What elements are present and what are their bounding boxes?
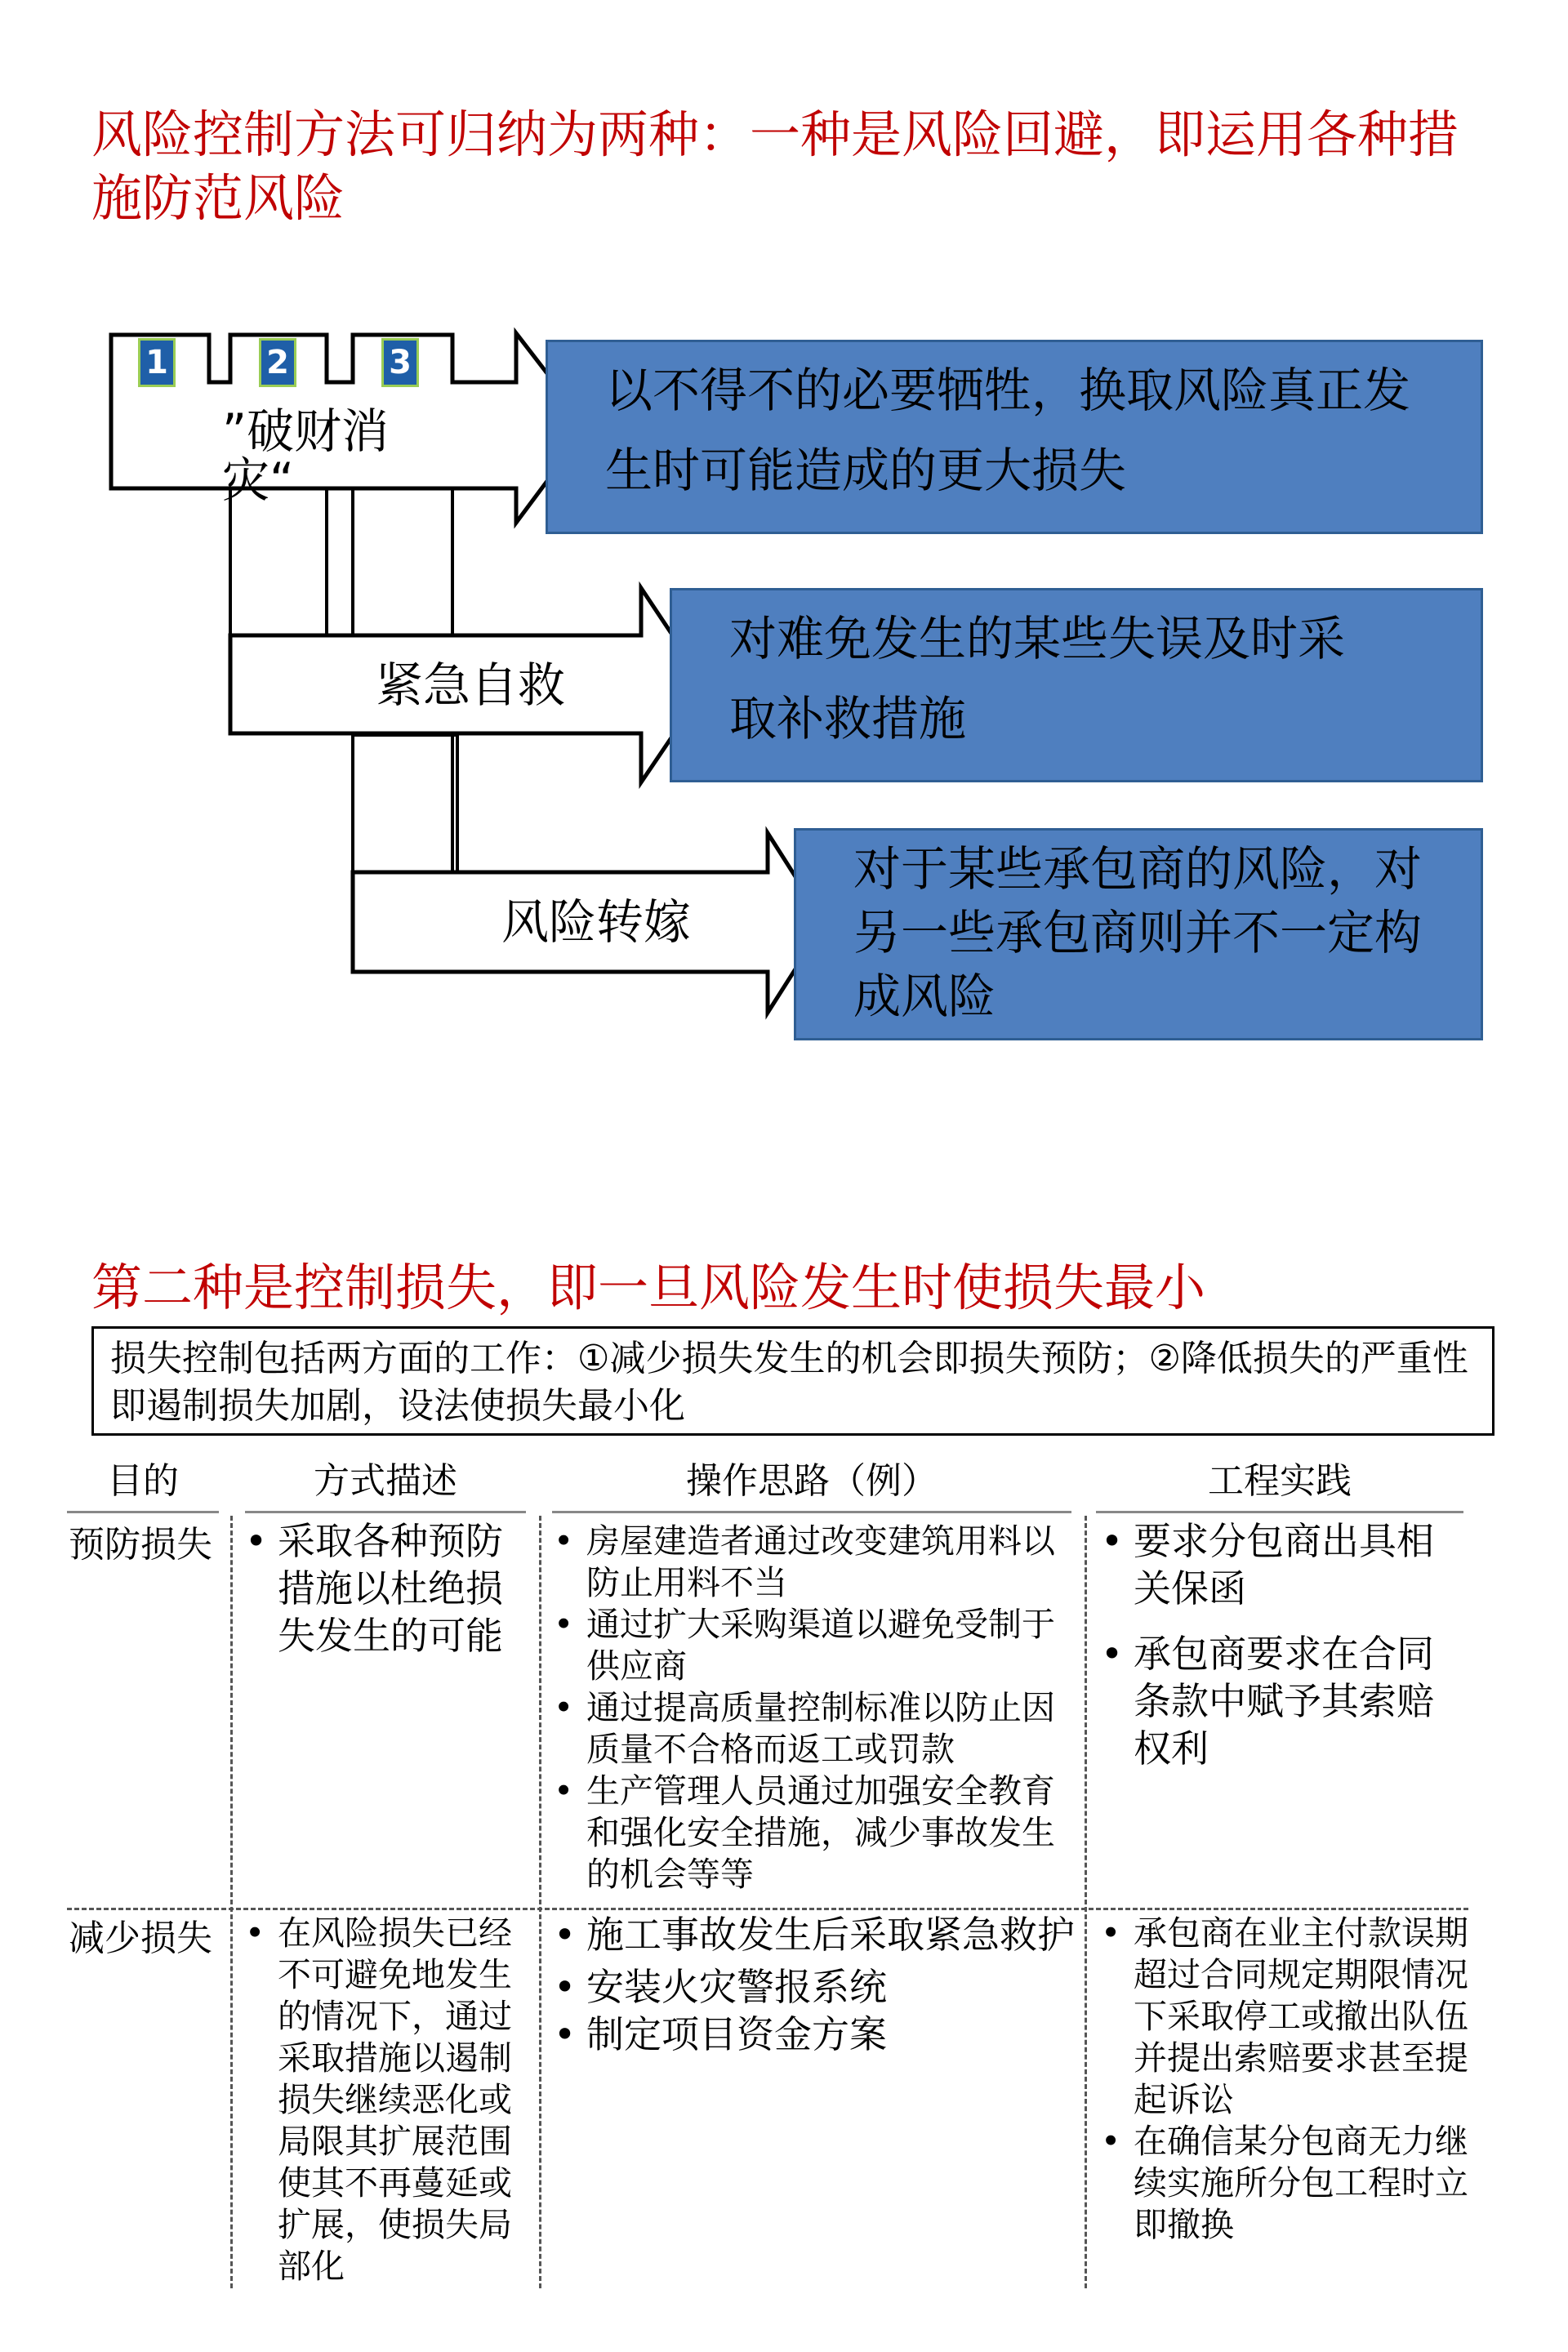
number-badge: 3 (381, 338, 419, 387)
column-divider (230, 1516, 233, 2288)
list-item: • 在风险损失已经不可避免地发生的情况下，通过采取措施以遏制损失继续恶化或局限其扩展范围使其不再蔓延或扩展，使损失局部化 (238, 1913, 531, 2287)
list-item: • 生产管理人员通过加强安全教育和强化安全措施，减少事故发生的机会等等 (547, 1771, 1076, 1895)
description-box-1: 以不得不的必要牺牲，换取风险真正发生时可能造成的更大损失 (546, 340, 1483, 534)
arrow-label-risk-transfer: 风险转嫁 (501, 894, 692, 950)
column-header-method: 方式描述 (314, 1460, 457, 1502)
method-list-prevention (238, 1517, 531, 1659)
section-title-risk-avoidance: 风险控制方法可归纳为两种：一种是风险回避，即运用各种措施防范风险 (91, 105, 1459, 228)
column-header-purpose: 目的 (107, 1460, 179, 1502)
list-item: • 在确信某分包商无力继续实施所分包工程时立即撤换 (1094, 2121, 1470, 2246)
list-item: • 房屋建造者通过改变建筑用料以防止用料不当 (547, 1521, 1076, 1604)
practice-list-reduction (1094, 1913, 1470, 2246)
number-badge: 2 (259, 338, 296, 387)
header-rule (552, 1511, 1071, 1513)
column-header-ideas: 操作思路（例） (686, 1460, 938, 1502)
description-box-3: 对于某些承包商的风险，对另一些承包商则并不一定构成风险 (794, 828, 1483, 1040)
ideas-list-reduction (547, 1911, 1076, 2058)
header-rule (67, 1511, 219, 1513)
row-divider (67, 1908, 1468, 1910)
column-header-practice: 工程实践 (1208, 1460, 1352, 1502)
list-item: • 安装火灾警报系统 (547, 1963, 1076, 2011)
list-item: • 施工事故发生后采取紧急救护 (547, 1911, 1076, 1958)
list-item: • 制定项目资金方案 (547, 2011, 1076, 2058)
section-title-loss-control: 第二种是控制损失，即一旦风险发生时使损失最小 (91, 1258, 1206, 1317)
number-badge: 1 (138, 338, 176, 387)
arrow-label-loss-for-safety: ”破财消灾“ (222, 403, 390, 508)
ideas-list-prevention (547, 1521, 1076, 1895)
column-divider (539, 1516, 541, 2288)
list-item: • 通过提高质量控制标准以防止因质量不合格而返工或罚款 (547, 1687, 1076, 1771)
connector-strip (452, 735, 457, 874)
header-rule (1096, 1511, 1463, 1513)
list-item: • 采取各种预防措施以杜绝损失发生的可能 (238, 1517, 531, 1659)
list-item: • 通过扩大采购渠道以避免受制于供应商 (547, 1604, 1076, 1687)
loss-control-note: 损失控制包括两方面的工作：①减少损失发生的机会即损失预防；②降低损失的严重性即遏制损失加剧，设法使损失最小化 (91, 1326, 1494, 1436)
arrow-label-emergency-self-rescue: 紧急自救 (376, 657, 566, 713)
method-list-reduction (238, 1913, 531, 2287)
header-rule (245, 1511, 526, 1513)
list-item: • 要求分包商出具相关保函 (1094, 1517, 1470, 1612)
description-box-2: 对难免发生的某些失误及时采取补救措施 (670, 588, 1483, 782)
column-divider (1085, 1516, 1087, 2288)
row-label-prevention: 预防损失 (69, 1524, 212, 1566)
list-item: • 承包商要求在合同条款中赋予其索赔权利 (1094, 1630, 1470, 1772)
row-label-reduction: 减少损失 (69, 1918, 212, 1959)
connector-strip (353, 488, 452, 639)
practice-list-prevention (1094, 1517, 1470, 1772)
list-item: • 承包商在业主付款误期超过合同规定期限情况下采取停工或撤出队伍并提出索赔要求甚至提起诉讼 (1094, 1913, 1470, 2121)
